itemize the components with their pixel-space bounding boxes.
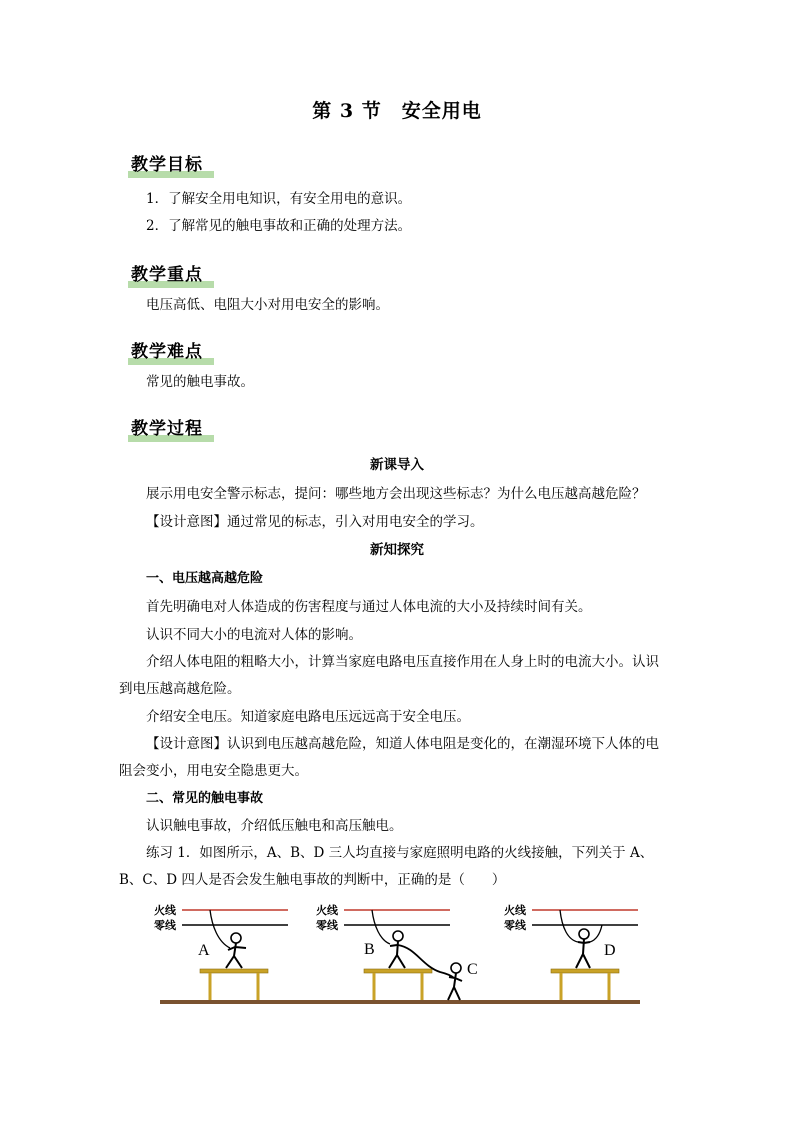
insulating-table [551, 969, 619, 973]
person-head [451, 963, 461, 973]
neutral-wire-label: 零线 [154, 919, 176, 932]
person-head [231, 933, 241, 943]
subtitle-explore: 新知探究 [370, 542, 424, 558]
paragraph: 【设计意图】通过常见的标志，引入对用电安全的学习。 [146, 514, 484, 530]
paragraph: 首先明确电对人体造成的伤害程度与通过人体电流的大小及持续时间有关。 [146, 599, 592, 615]
hand-neutral-contact [590, 925, 602, 942]
neutral-wire-label: 零线 [316, 919, 338, 932]
heading-text: 教学目标 [131, 155, 203, 175]
difficult-point-text: 常见的触电事故。 [146, 374, 254, 390]
paragraph: 【设计意图】认识到电压越高越危险，知道人体电阻是变化的，在潮湿环境下人体的电 [146, 736, 659, 752]
section-heading-goals [128, 150, 214, 178]
live-wire-label: 火线 [504, 904, 526, 917]
exercise-question-continuation: B、C、D 四人是否会发生触电事故的判断中，正确的是（ ） [119, 872, 506, 888]
paragraph-continuation: 阻会变小，用电安全隐患更大。 [119, 763, 308, 779]
insulating-table [364, 969, 432, 973]
insulating-table [200, 969, 268, 973]
person-label-a: A [198, 942, 210, 959]
section-heading-key [128, 260, 214, 288]
exercise-question: 练习 1．如图所示，A、B、D 三人均直接与家庭照明电路的火线接触，下列关于 A、 [146, 845, 654, 861]
person-head [579, 929, 589, 939]
panel-d [504, 903, 638, 1000]
subtitle-intro: 新课导入 [370, 457, 424, 473]
paragraph: 认识不同大小的电流对人体的影响。 [146, 627, 362, 643]
paragraph: 介绍安全电压。知道家庭电路电压远远高于安全电压。 [146, 709, 470, 725]
person-head [393, 931, 403, 941]
stick-figure-body [576, 939, 590, 968]
panel-b-c [316, 903, 478, 1000]
subheading-1: 一、电压越高越危险 [146, 571, 264, 586]
paragraph-continuation: 到电压越高越危险。 [119, 681, 241, 697]
goal-item-2: 2．了解常见的触电事故和正确的处理方法。 [146, 218, 412, 234]
paragraph: 介绍人体电阻的粗略大小，计算当家庭电路电压直接作用在人身上时的电流大小。认识 [146, 654, 659, 670]
subheading-2: 二、常见的触电事故 [146, 791, 264, 806]
paragraph: 认识触电事故，介绍低压触电和高压触电。 [146, 818, 403, 834]
section-heading-process [128, 414, 214, 442]
hand-wire-contact [372, 910, 390, 944]
electric-shock-figure [154, 898, 642, 1008]
paragraph: 展示用电安全警示标志，提问：哪些地方会出现这些标志？为什么电压越高越危险？ [146, 486, 646, 502]
panel-a [154, 903, 288, 1000]
person-label-c: C [467, 961, 478, 978]
stick-figure-body [448, 973, 462, 1000]
person-label-b: B [364, 941, 375, 958]
neutral-wire-label: 零线 [504, 919, 526, 932]
heading-text: 教学过程 [131, 419, 203, 439]
page-title: 第 3 节 安全用电 [312, 100, 482, 122]
hand-live-contact [560, 910, 578, 942]
key-point-text: 电压高低、电阻大小对用电安全的影响。 [146, 297, 389, 313]
goal-item-1: 1．了解安全用电知识，有安全用电的意识。 [146, 191, 412, 207]
live-wire-label: 火线 [154, 904, 176, 917]
live-wire-label: 火线 [316, 904, 338, 917]
stick-figure-body [389, 941, 405, 968]
person-label-d: D [604, 942, 616, 959]
heading-text: 教学难点 [131, 342, 203, 362]
hand-wire-contact [210, 910, 230, 948]
heading-text: 教学重点 [131, 265, 203, 285]
section-heading-difficult [128, 337, 214, 365]
